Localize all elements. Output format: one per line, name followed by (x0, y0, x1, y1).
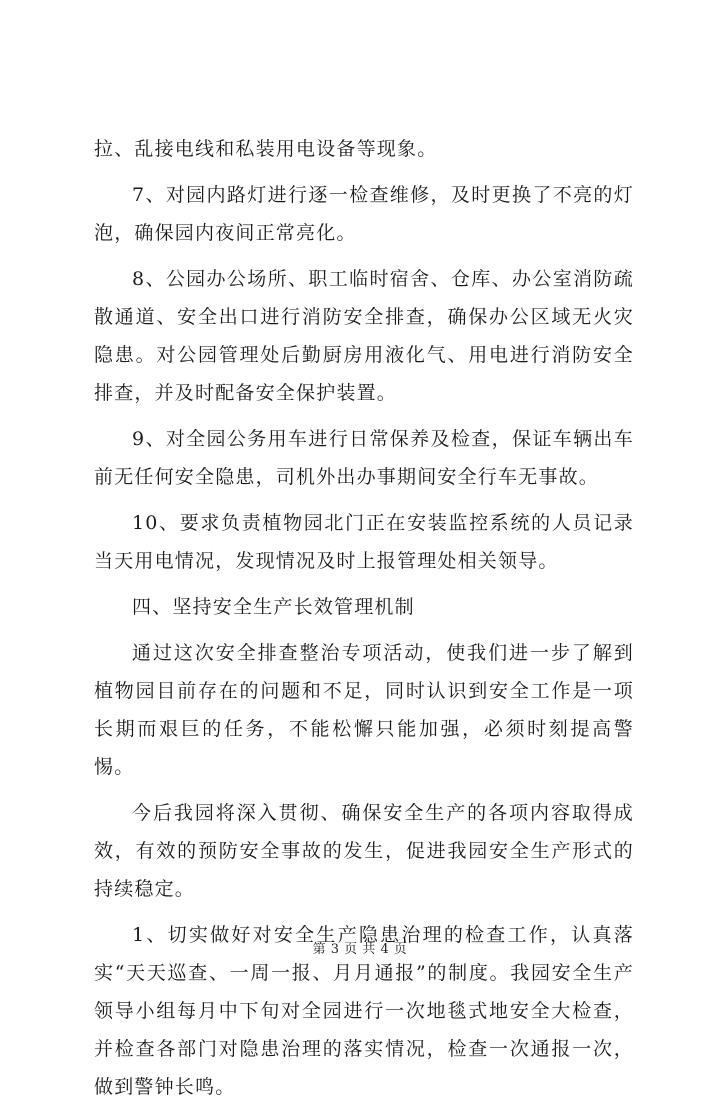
paragraph-summary: 通过这次安全排查整治专项活动，使我们进一步了解到植物园目前存在的问题和不足，同时认识到安全工作是一项长期而艰巨的任务，不能松懈只能加强，必须时刻提高警惕。 (94, 642, 634, 778)
section-heading-4: 四、坚持安全生产长效管理机制 (132, 596, 415, 618)
paragraph-continuation: 拉、乱接电线和私装用电设备等现象。 (94, 138, 438, 160)
page-number-label: 第 3 页 共 4 页 (312, 942, 408, 957)
paragraph-item-10: 10、要求负责植物园北门正在安装监控系统的人员记录当天用电情况，发现情况及时上报管理处相关领导。 (94, 512, 634, 572)
page-footer (0, 938, 720, 957)
paragraph-outlook: 今后我园将深入贯彻、确保安全生产的各项内容取得成效，有效的预防安全事故的发生，促进我园安全生产形式的持续稳定。 (94, 802, 634, 900)
paragraph-item-9: 9、对全园公务用车进行日常保养及检查，保证车辆出车前无任何安全隐患，司机外出办事期间安全行车无事故。 (94, 428, 634, 488)
paragraph-measure-1: 1、切实做好对安全生产隐患治理的检查工作，认真落实“天天巡查、一周一报、月月通报”的制度。我园安全生产领导小组每月中下旬对全园进行一次地毯式地安全大检查，并检查各部门对隐患治理的落实情况，检查一次通报一次，做到警钟长鸣。 (94, 924, 634, 1098)
paragraph-item-7: 7、对园内路灯进行逐一检查维修，及时更换了不亮的灯泡，确保园内夜间正常亮化。 (94, 184, 634, 244)
paragraph-item-8: 8、公园办公场所、职工临时宿舍、仓库、办公室消防疏散通道、安全出口进行消防安全排查，确保办公区域无火灾隐患。对公园管理处后勤厨房用液化气、用电进行消防安全排查，并及时配备安全保护装置。 (94, 268, 634, 404)
document-body (94, 130, 634, 1114)
